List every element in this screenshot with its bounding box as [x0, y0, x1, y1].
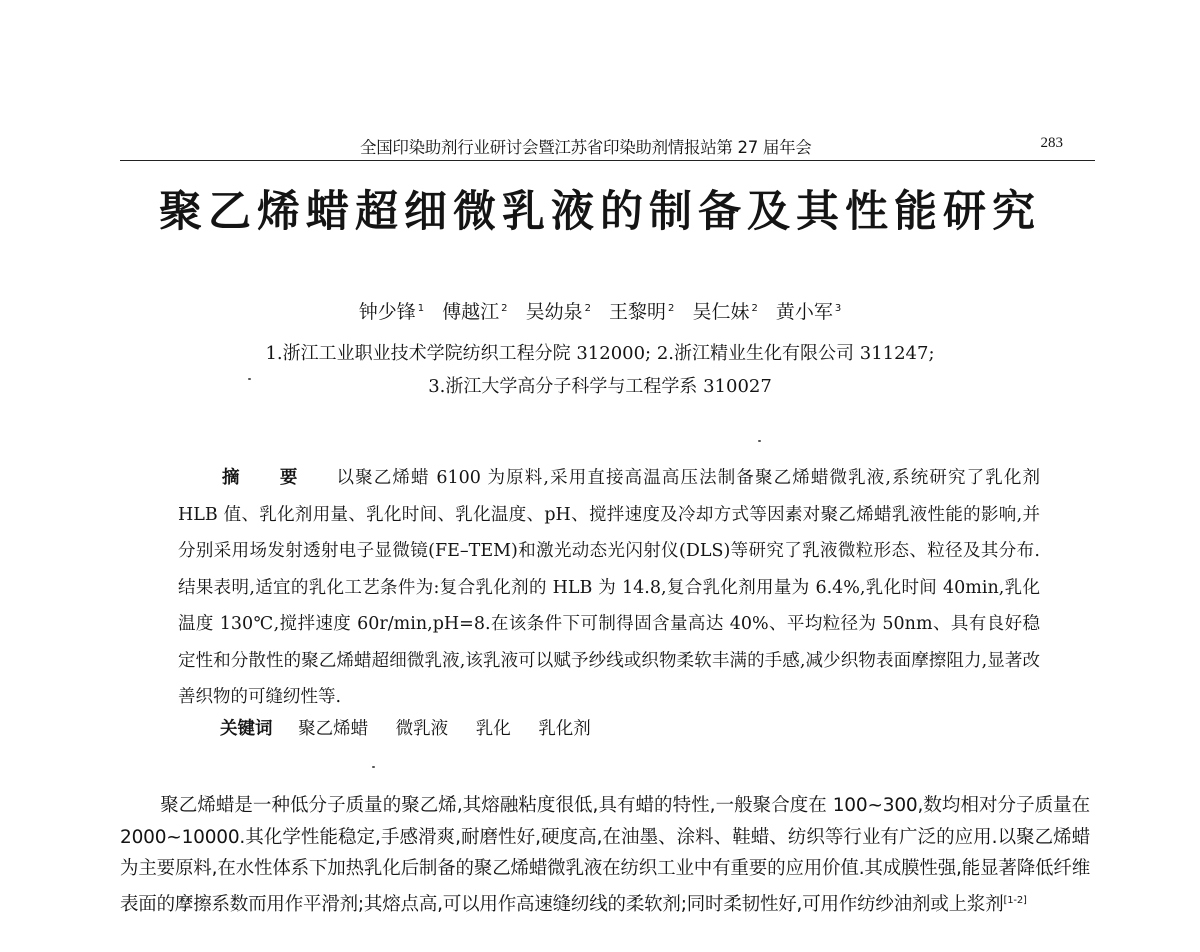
author-name: 吴幼泉: [525, 301, 583, 323]
author-name: 黄小军: [775, 301, 833, 323]
scan-speck: [248, 378, 251, 380]
keyword: 乳化: [475, 719, 511, 739]
scan-speck: [372, 766, 375, 768]
running-title: 全国印染助剂行业研讨会暨江苏省印染助剂情报站第 27 届年会: [360, 138, 812, 157]
author-name: 傅越江: [442, 301, 500, 323]
author-affiliation-mark: 2: [751, 302, 758, 314]
author: [609, 301, 674, 323]
author: [526, 301, 591, 323]
scan-speck: [758, 440, 761, 442]
keyword: 聚乙烯蜡: [298, 719, 369, 739]
body-paragraph: [120, 790, 1090, 920]
author-name: 钟少锋: [358, 301, 416, 323]
author-affiliation-mark: 1: [417, 302, 425, 314]
abstract-text: 以聚乙烯蜡 6100 为原料,采用直接高温高压法制备聚乙烯蜡微乳液,系统研究了乳化剂 HLB 值、乳化剂用量、乳化时间、乳化温度、pH、搅拌速度及冷却方式等因素对聚乙烯蜡乳液性能的影响,并分别采用场发射透射电子显微镜(FE–TEM)和激光动态光闪射仪(DLS)等研究了乳液微粒形态、粒径及其分布.结果表明,适宜的乳化工艺条件为:复合乳化剂的 HLB 为 14.8,复合乳化剂用量为 6.4%,乳化时间 40min,乳化温度 130℃,搅拌速度 60r/min,pH=8.在该条件下可制得固含量高达 40%、平均粒径为 50nm、具有良好稳定性和分散性的聚乙烯蜡超细微乳液,该乳液可以赋予纱线或织物柔软丰满的手感,减少织物表面摩擦阻力,显著改善织物的可缝纫性等.: [178, 468, 1040, 707]
author: [359, 301, 424, 323]
affiliation-line-2: 3.浙江大学高分子科学与工程学系 310027: [428, 376, 772, 397]
author-affiliation-mark: 2: [668, 302, 675, 314]
abstract-label: 摘 要: [222, 468, 315, 488]
keyword: 乳化剂: [538, 719, 591, 739]
author-name: 王黎明: [609, 301, 667, 323]
page-number: 283: [1040, 135, 1063, 151]
affiliation-line-1: 1.浙江工业职业技术学院纺织工程分院 312000; 2.浙江精业生化有限公司 311247;: [265, 343, 935, 364]
author-affiliation-mark: 3: [834, 302, 842, 314]
keywords: [220, 715, 613, 740]
body-text: 聚乙烯蜡是一种低分子质量的聚乙烯,其熔融粘度很低,具有蜡的特性,一般聚合度在 100~300,数均相对分子质量在 2000~10000.其化学性能稳定,手感滑爽,耐磨性好,硬度高,在油墨、涂料、鞋蜡、纺织等行业有广泛的应用.以聚乙烯蜡为主要原料,在水性体系下加热乳化后制备的聚乙烯蜡微乳液在纺织工业中有重要的应用价值.其成膜性强,能显著降低纤维表面的摩擦系数而用作平滑剂;其熔点高,可以用作高速缝纫线的柔软剂;同时柔韧性好,可用作纺纱油剂或上浆剂: [120, 795, 1090, 915]
keyword: 微乳液: [395, 719, 449, 739]
citation-mark: [1-2]: [1003, 894, 1027, 906]
author: [692, 301, 757, 323]
paper-title: 聚乙烯蜡超细微乳液的制备及其性能研究: [159, 187, 1041, 237]
running-header: [120, 134, 1095, 161]
author: [776, 301, 841, 323]
author-name: 吴仁妹: [692, 301, 750, 323]
abstract: [178, 460, 1040, 716]
author-affiliation-mark: 2: [501, 302, 508, 314]
author: [442, 301, 507, 323]
author-list: [0, 297, 1200, 324]
author-affiliation-mark: 2: [584, 302, 591, 314]
keywords-label: 关键词: [220, 719, 273, 739]
